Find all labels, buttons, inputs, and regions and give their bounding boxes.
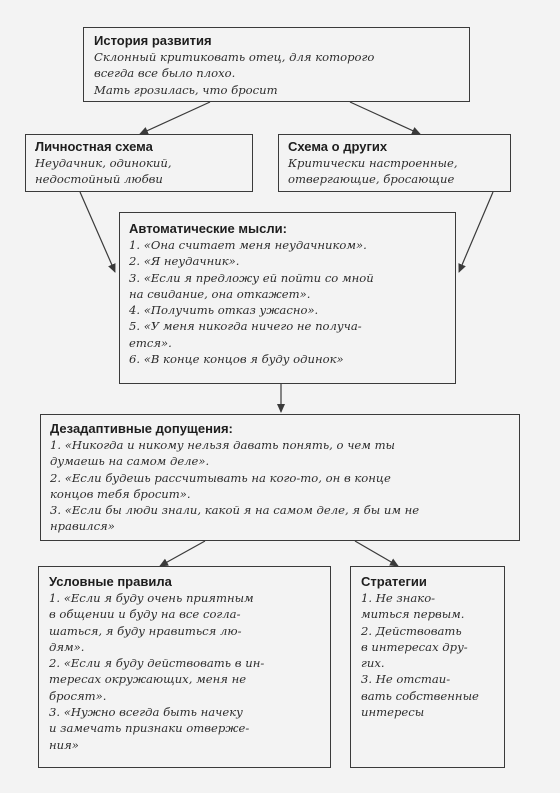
arrow-history-to-others <box>350 102 420 134</box>
arrow-others-to-thoughts <box>459 192 493 272</box>
assumption-line: 3. «Если бы люди знали, какой я на самом деле, я бы им не <box>50 503 420 518</box>
assumption-line: 1. «Никогда и никому нельзя давать понять, о чем ты <box>50 438 396 452</box>
arrow-personal-to-thoughts <box>80 192 115 272</box>
rule-line: шаться, я буду нравиться лю- <box>49 623 242 638</box>
rule-line: 1. «Если я буду очень приятным <box>49 591 254 605</box>
rule-line: 3. «Нужно всегда быть начеку <box>49 705 243 720</box>
history-line: всегда все было плохо. <box>94 66 236 81</box>
automatic-thoughts-text <box>129 237 446 367</box>
history-line: Мать грозилась, что бросит <box>94 82 278 97</box>
strategies-title: Стратегии <box>361 574 427 589</box>
arrow-assumptions-to-strategies <box>355 541 398 566</box>
history-title: История развития <box>94 33 212 48</box>
others-schema-box <box>278 134 511 192</box>
strategy-line: гих. <box>361 656 385 671</box>
rule-line: тересах окружающих, меня не <box>49 672 247 687</box>
maladaptive-assumptions-title: Дезадаптивные допущения: <box>50 421 233 436</box>
history-text <box>94 49 459 98</box>
strategies-text <box>361 590 494 720</box>
strategy-line: 1. Не знако- <box>361 591 436 605</box>
conditional-rules-title: Условные правила <box>49 574 172 589</box>
automatic-thought-line: 5. «У меня никогда ничего не получа- <box>129 319 362 334</box>
rule-line: 2. «Если я буду действовать в ин- <box>49 656 265 671</box>
conditional-rules-box <box>38 566 331 768</box>
automatic-thought-line: 2. «Я неудачник». <box>129 254 240 269</box>
rule-line: и замечать признаки отверже- <box>49 721 250 736</box>
arrow-assumptions-to-rules <box>160 541 205 566</box>
assumption-line: 2. «Если будешь рассчитывать на кого-то, он в конце <box>50 470 391 485</box>
automatic-thought-line: ется». <box>129 335 172 350</box>
assumption-line: концов тебя бросит». <box>50 486 191 501</box>
strategy-line: интересы <box>361 705 425 720</box>
automatic-thought-line: 1. «Она считает меня неудачником». <box>129 238 367 252</box>
strategy-line: миться первым. <box>361 607 465 622</box>
automatic-thoughts-box <box>119 212 456 384</box>
automatic-thought-line: 6. «В конце концов я буду одинок» <box>129 352 344 367</box>
history-box <box>83 27 470 102</box>
assumption-line: нравился» <box>50 519 115 534</box>
others-schema-text <box>288 155 501 188</box>
history-line: Склонный критиковать отец, для которого <box>94 50 375 64</box>
strategy-line: в интересах дру- <box>361 639 468 654</box>
maladaptive-assumptions-box <box>40 414 520 541</box>
rule-line: дям». <box>49 639 85 654</box>
others-schema-line: Критически настроенные, <box>288 156 458 170</box>
assumption-line: думаешь на самом деле». <box>50 454 210 469</box>
rule-line: ния» <box>49 737 79 752</box>
strategy-line: 3. Не отстаи- <box>361 672 451 687</box>
arrow-history-to-personal <box>140 102 210 134</box>
strategy-line: 2. Действовать <box>361 623 462 638</box>
rule-line: в общении и буду на все согла- <box>49 607 241 622</box>
automatic-thought-line: 3. «Если я предложу ей пойти со мной <box>129 270 374 285</box>
personal-schema-title: Личностная схема <box>35 139 153 154</box>
automatic-thoughts-title: Автоматические мысли: <box>129 221 287 236</box>
rule-line: бросят». <box>49 688 107 703</box>
others-schema-title: Схема о других <box>288 139 388 154</box>
personal-schema-line: Неудачник, одинокий, <box>35 156 172 170</box>
maladaptive-assumptions-text <box>50 437 510 535</box>
conditional-rules-text <box>49 590 320 753</box>
personal-schema-box <box>25 134 253 192</box>
strategy-line: вать собственные <box>361 688 479 703</box>
others-schema-line: отвергающие, бросающие <box>288 172 455 187</box>
personal-schema-text <box>35 155 243 188</box>
personal-schema-line: недостойный любви <box>35 172 163 187</box>
strategies-box <box>350 566 505 768</box>
automatic-thought-line: на свидание, она откажет». <box>129 286 311 301</box>
automatic-thought-line: 4. «Получить отказ ужасно». <box>129 303 319 318</box>
